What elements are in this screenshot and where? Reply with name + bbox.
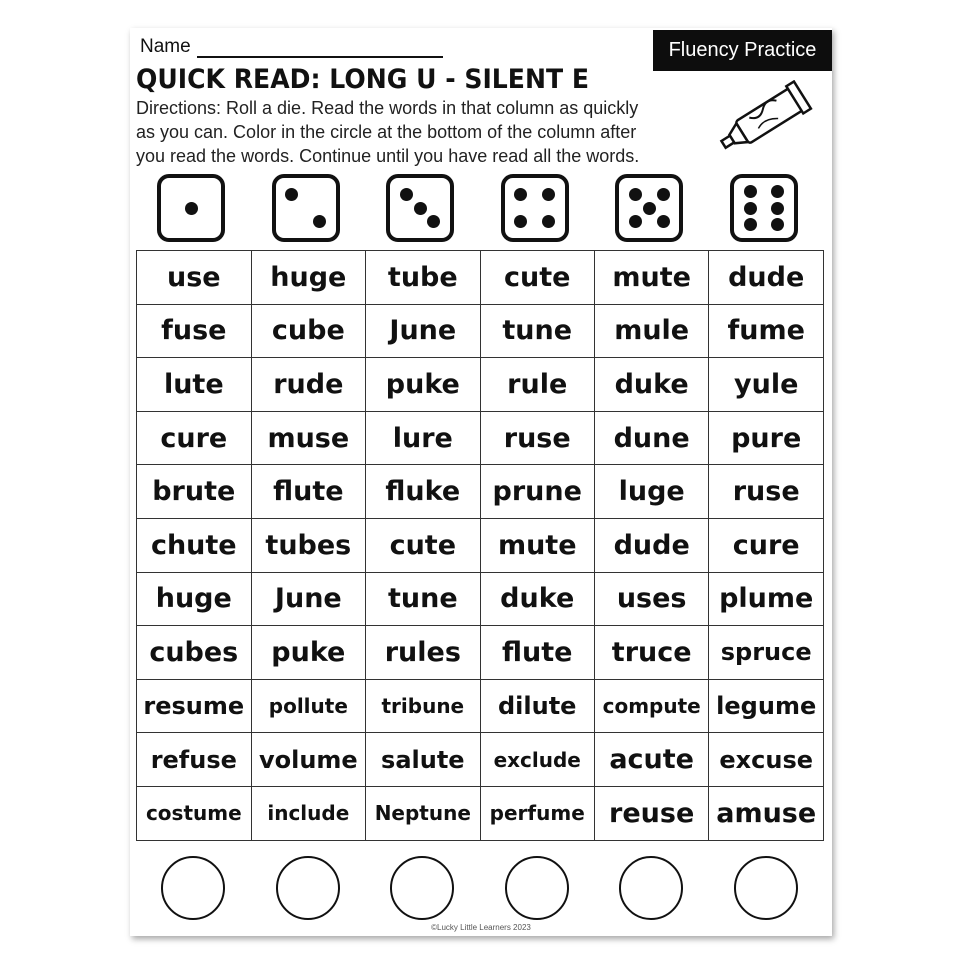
word-row xyxy=(137,626,824,680)
word-grid xyxy=(136,250,824,841)
word-cell: fume xyxy=(709,304,824,358)
die-pip xyxy=(185,202,198,215)
word-cell: refuse xyxy=(137,733,252,787)
page-title: QUICK READ: LONG U - SILENT E xyxy=(136,64,589,95)
word-cell: luge xyxy=(594,465,708,519)
die-pip xyxy=(771,185,784,198)
word-cell: cure xyxy=(137,411,252,465)
word-cell: huge xyxy=(251,251,366,305)
die-pip xyxy=(285,188,298,201)
die-pip xyxy=(771,202,784,215)
word-cell: cure xyxy=(709,518,824,572)
word-cell: include xyxy=(251,786,366,840)
word-cell: puke xyxy=(251,626,366,680)
word-cell: mute xyxy=(480,518,594,572)
word-cell: pure xyxy=(709,411,824,465)
word-cell: excuse xyxy=(709,733,824,787)
word-cell: puke xyxy=(366,358,480,412)
word-cell: resume xyxy=(137,679,252,733)
word-cell: perfume xyxy=(480,786,594,840)
die-pip xyxy=(657,188,670,201)
name-line[interactable] xyxy=(197,38,443,58)
word-cell: flute xyxy=(251,465,366,519)
die-pip xyxy=(744,202,757,215)
die-6 xyxy=(730,174,798,242)
completion-circle-4[interactable] xyxy=(505,856,569,920)
word-cell: fluke xyxy=(366,465,480,519)
word-row xyxy=(137,411,824,465)
word-cell: spruce xyxy=(709,626,824,680)
word-cell: cubes xyxy=(137,626,252,680)
die-pip xyxy=(771,218,784,231)
word-cell: use xyxy=(137,251,252,305)
directions xyxy=(136,96,716,168)
completion-circles xyxy=(136,856,824,926)
word-cell: flute xyxy=(480,626,594,680)
word-cell: duke xyxy=(480,572,594,626)
word-cell: muse xyxy=(251,411,366,465)
die-2 xyxy=(272,174,340,242)
completion-circle-2[interactable] xyxy=(276,856,340,920)
word-cell: mute xyxy=(594,251,708,305)
word-cell: tune xyxy=(480,304,594,358)
word-cell: ruse xyxy=(709,465,824,519)
word-cell: plume xyxy=(709,572,824,626)
word-cell: tubes xyxy=(251,518,366,572)
word-cell: cute xyxy=(480,251,594,305)
word-cell: brute xyxy=(137,465,252,519)
glue-tube-icon xyxy=(710,80,820,164)
word-row xyxy=(137,251,824,305)
word-cell: dilute xyxy=(480,679,594,733)
word-cell: rules xyxy=(366,626,480,680)
die-pip xyxy=(643,202,656,215)
word-cell: dude xyxy=(594,518,708,572)
word-cell: tribune xyxy=(366,679,480,733)
word-cell: uses xyxy=(594,572,708,626)
directions-line-2: as you can. Color in the circle at the bottom of the column after xyxy=(136,122,637,142)
die-pip xyxy=(414,202,427,215)
word-cell: huge xyxy=(137,572,252,626)
word-cell: duke xyxy=(594,358,708,412)
word-row xyxy=(137,679,824,733)
die-1 xyxy=(157,174,225,242)
word-cell: rule xyxy=(480,358,594,412)
die-pip xyxy=(657,215,670,228)
word-cell: June xyxy=(366,304,480,358)
directions-line-1: Directions: Roll a die. Read the words in that column as quickly xyxy=(136,98,639,118)
die-pip xyxy=(514,215,527,228)
word-cell: tune xyxy=(366,572,480,626)
word-cell: salute xyxy=(366,733,480,787)
word-cell: Neptune xyxy=(366,786,480,840)
word-cell: chute xyxy=(137,518,252,572)
die-3 xyxy=(386,174,454,242)
dice-row xyxy=(136,174,826,250)
die-pip xyxy=(542,215,555,228)
word-cell: pollute xyxy=(251,679,366,733)
word-cell: June xyxy=(251,572,366,626)
word-cell: yule xyxy=(709,358,824,412)
word-cell: amuse xyxy=(709,786,824,840)
directions-line-3: you read the words. Continue until you have read all the words. xyxy=(136,146,640,166)
word-cell: reuse xyxy=(594,786,708,840)
word-row xyxy=(137,518,824,572)
word-cell: rude xyxy=(251,358,366,412)
die-pip xyxy=(744,185,757,198)
word-cell: fuse xyxy=(137,304,252,358)
completion-circle-1[interactable] xyxy=(161,856,225,920)
die-4 xyxy=(501,174,569,242)
word-row xyxy=(137,572,824,626)
word-cell: dune xyxy=(594,411,708,465)
name-label: Name xyxy=(140,36,191,57)
word-row xyxy=(137,304,824,358)
word-cell: legume xyxy=(709,679,824,733)
word-cell: cube xyxy=(251,304,366,358)
word-cell: ruse xyxy=(480,411,594,465)
word-cell: tube xyxy=(366,251,480,305)
die-5 xyxy=(615,174,683,242)
word-cell: mule xyxy=(594,304,708,358)
completion-circle-6[interactable] xyxy=(734,856,798,920)
word-cell: truce xyxy=(594,626,708,680)
word-cell: volume xyxy=(251,733,366,787)
word-cell: prune xyxy=(480,465,594,519)
fluency-practice-badge: Fluency Practice xyxy=(653,30,832,71)
word-row xyxy=(137,465,824,519)
word-cell: lure xyxy=(366,411,480,465)
die-pip xyxy=(514,188,527,201)
word-cell: lute xyxy=(137,358,252,412)
word-cell: compute xyxy=(594,679,708,733)
completion-circle-3[interactable] xyxy=(390,856,454,920)
completion-circle-5[interactable] xyxy=(619,856,683,920)
die-pip xyxy=(427,215,440,228)
word-row xyxy=(137,786,824,840)
word-cell: cute xyxy=(366,518,480,572)
die-pip xyxy=(629,215,642,228)
word-row xyxy=(137,733,824,787)
die-pip xyxy=(400,188,413,201)
word-cell: dude xyxy=(709,251,824,305)
word-cell: exclude xyxy=(480,733,594,787)
name-row xyxy=(140,36,443,58)
word-row xyxy=(137,358,824,412)
word-cell: costume xyxy=(137,786,252,840)
die-pip xyxy=(744,218,757,231)
worksheet xyxy=(130,28,832,936)
copyright: ©Lucky Little Learners 2023 xyxy=(431,923,531,932)
die-pip xyxy=(313,215,326,228)
die-pip xyxy=(629,188,642,201)
die-pip xyxy=(542,188,555,201)
word-cell: acute xyxy=(594,733,708,787)
